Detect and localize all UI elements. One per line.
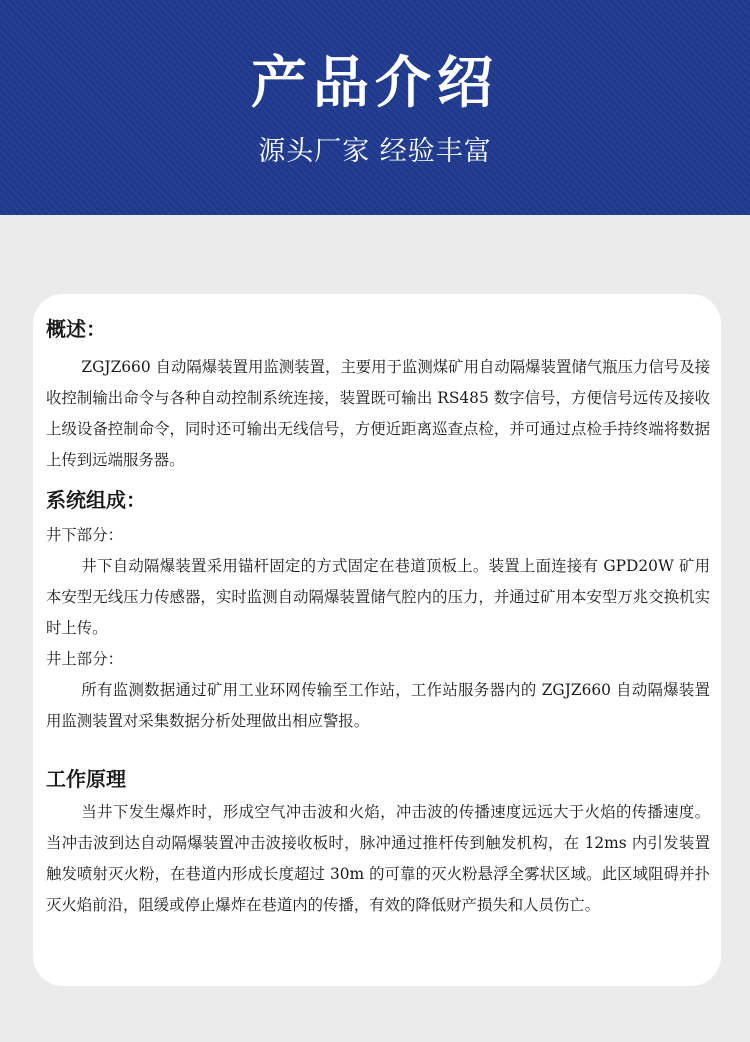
overview-paragraph: ZGJZ660 自动隔爆装置用监测装置，主要用于监测煤矿用自动隔爆装置储气瓶压力信号及接收控制输出命令与各种自动控制系统连接，装置既可输出 RS485 数字信号，方便信号远传及接收上级设备控制命令，同时还可输出无线信号，方便近距离巡查点检，并可通过点检手持终端将数据上传到远端服务器。 — [46, 358, 710, 469]
principle-heading: 工作原理 — [46, 767, 126, 791]
underground-paragraph: 井下自动隔爆装置采用锚杆固定的方式固定在巷道顶板上。装置上面连接有 GPD20W 矿用本安型无线压力传感器，实时监测自动隔爆装置储气腔内的压力，并通过矿用本安型万兆交换机实时上传。 — [46, 557, 710, 637]
header-banner — [0, 0, 750, 215]
surface-label: 井上部分： — [46, 650, 123, 668]
card-content — [46, 314, 710, 921]
system-heading: 系统组成： — [46, 488, 146, 512]
banner-subtitle: 源头厂家 经验丰富 — [258, 136, 492, 167]
principle-paragraph: 当井下发生爆炸时，形成空气冲击波和火焰，冲击波的传播速度远远大于火焰的传播速度。当冲击波到达自动隔爆装置冲击波接收板时，脉冲通过推杆传到触发机构，在 12ms 内引发装置触发喷射灭火粉，在巷道内形成长度超过 30m 的可靠的灭火粉悬浮全雾状区域。此区域阻碍并扑灭火焰前沿，阻缓或停止爆炸在巷道内的传播，有效的降低财产损失和人员伤亡。 — [46, 803, 710, 914]
banner-title: 产品介绍 — [251, 51, 499, 116]
surface-paragraph: 所有监测数据通过矿用工业环网传输至工作站，工作站服务器内的 ZGJZ660 自动隔爆装置用监测装置对采集数据分析处理做出相应警报。 — [46, 681, 710, 730]
overview-heading: 概述： — [46, 317, 106, 341]
underground-label: 井下部分： — [46, 526, 123, 544]
content-card — [33, 294, 721, 986]
